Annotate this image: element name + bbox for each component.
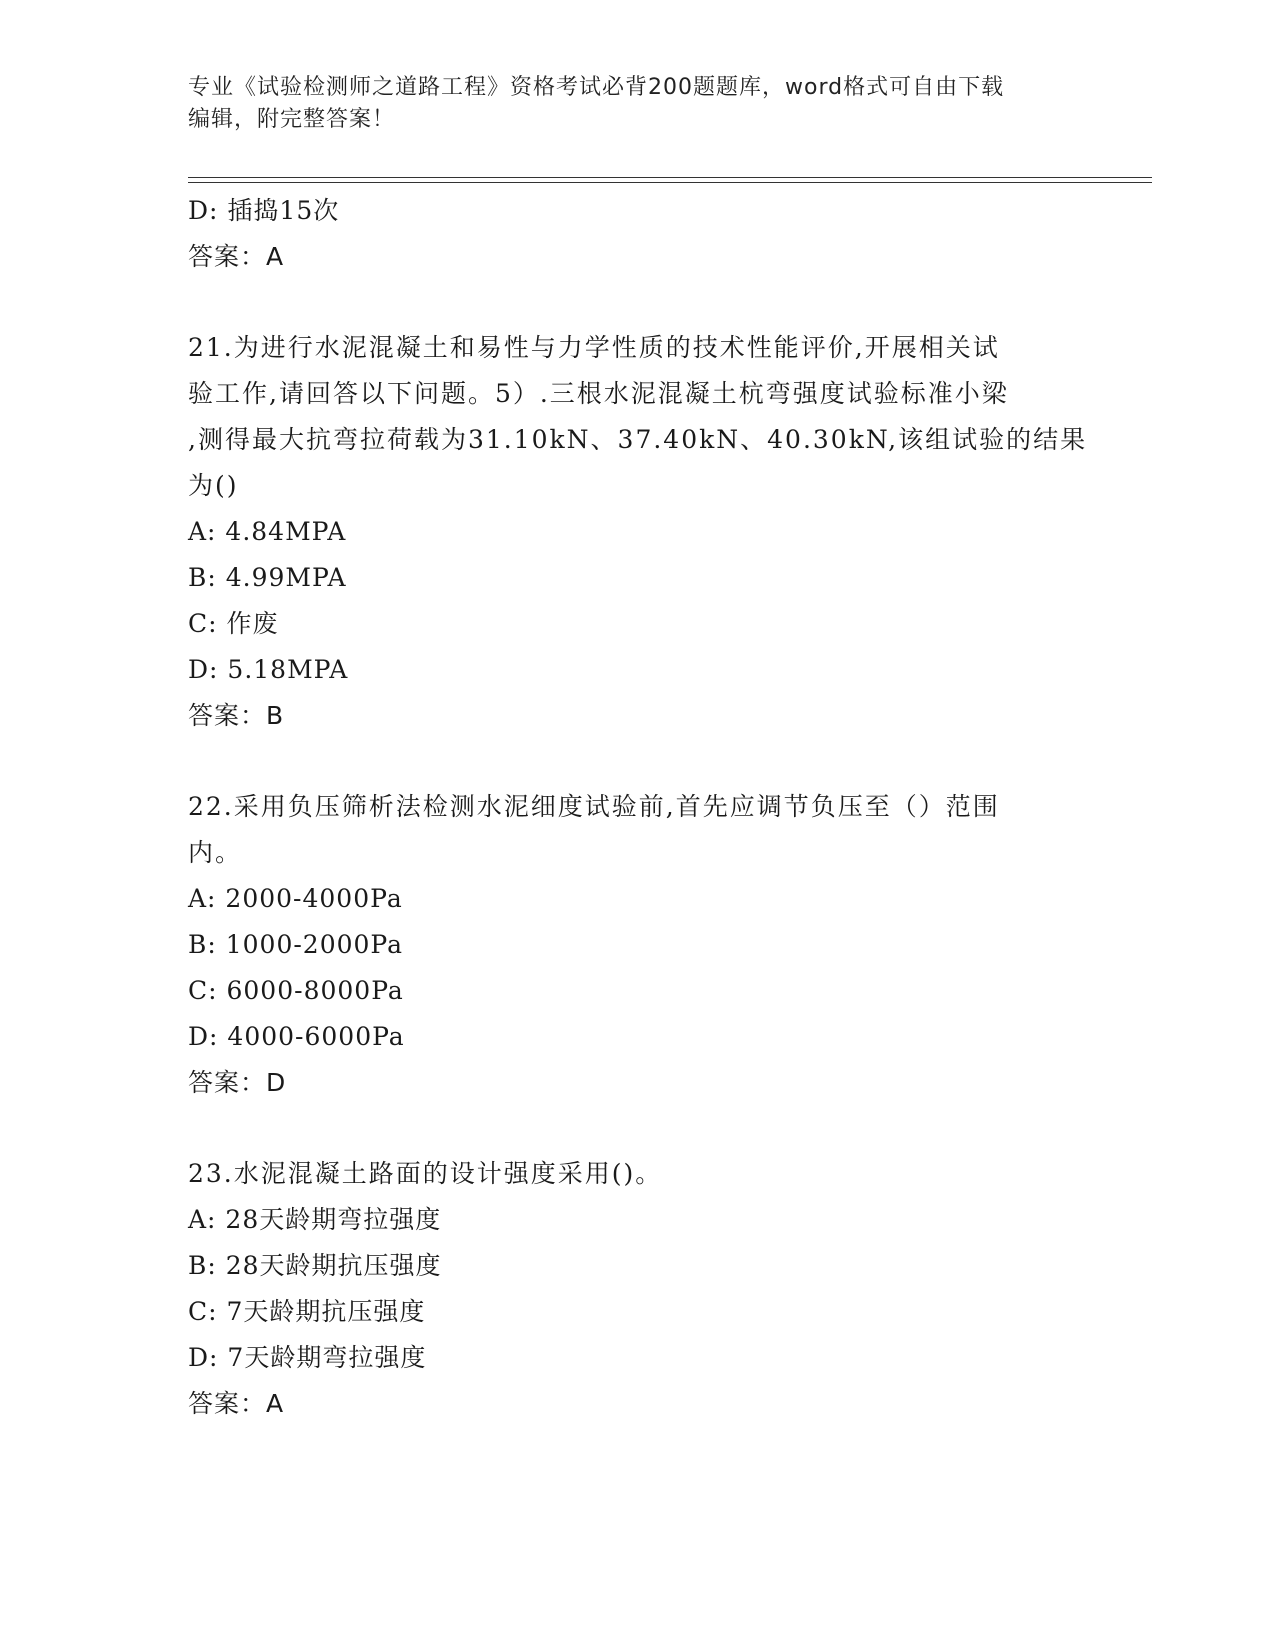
question-stem-line: 验工作,请回答以下问题。5）.三根水泥混凝土杭弯强度试验标准小梁 [188, 379, 1009, 408]
option-d: D: 5.18MPA [188, 655, 349, 684]
document-header [188, 72, 1088, 136]
header-line-2: 编辑，附完整答案！ [188, 107, 396, 132]
option-b: B: 1000-2000Pa [188, 930, 404, 959]
option-b: B: 4.99MPA [188, 563, 347, 592]
option-c: C: 作废 [188, 609, 279, 638]
question-23 [188, 1151, 1088, 1427]
header-rule-bottom [188, 182, 1152, 183]
question-stem-line: 23.水泥混凝土路面的设计强度采用()。 [188, 1159, 663, 1188]
option-c: C: 6000-8000Pa [188, 976, 404, 1005]
answer: 答案：A [188, 1389, 285, 1418]
option-c: C: 7天龄期抗压强度 [188, 1297, 426, 1326]
option-d: D: 4000-6000Pa [188, 1022, 405, 1051]
spacer [188, 1106, 1088, 1151]
question-stem-line: 21.为进行水泥混凝土和易性与力学性质的技术性能评价,开展相关试 [188, 333, 1000, 362]
question-stem-line: 为() [188, 471, 239, 500]
option-a: A: 28天龄期弯拉强度 [188, 1205, 442, 1234]
option-d: D: 7天龄期弯拉强度 [188, 1343, 427, 1372]
answer: 答案：B [188, 701, 285, 730]
spacer [188, 739, 1088, 784]
prev-answer: 答案：A [188, 242, 285, 271]
option-a: A: 2000-4000Pa [188, 884, 403, 913]
question-stem-line: ,测得最大抗弯拉荷载为31.10kN、37.40kN、40.30kN,该组试验的结果 [188, 425, 1088, 454]
question-stem-line: 22.采用负压筛析法检测水泥细度试验前,首先应调节负压至（）范围 [188, 792, 1000, 821]
document-body [188, 188, 1088, 1427]
question-stem-line: 内。 [188, 838, 243, 867]
answer: 答案：D [188, 1068, 287, 1097]
question-22 [188, 784, 1088, 1106]
header-line-1: 专业《试验检测师之道路工程》资格考试必背200题题库，word格式可自由下载 [188, 75, 1005, 100]
header-rule-top [188, 177, 1152, 178]
option-a: A: 4.84MPA [188, 517, 347, 546]
option-b: B: 28天龄期抗压强度 [188, 1251, 442, 1280]
spacer [188, 280, 1088, 325]
prev-option-d: D: 插捣15次 [188, 196, 340, 225]
question-21 [188, 325, 1088, 739]
